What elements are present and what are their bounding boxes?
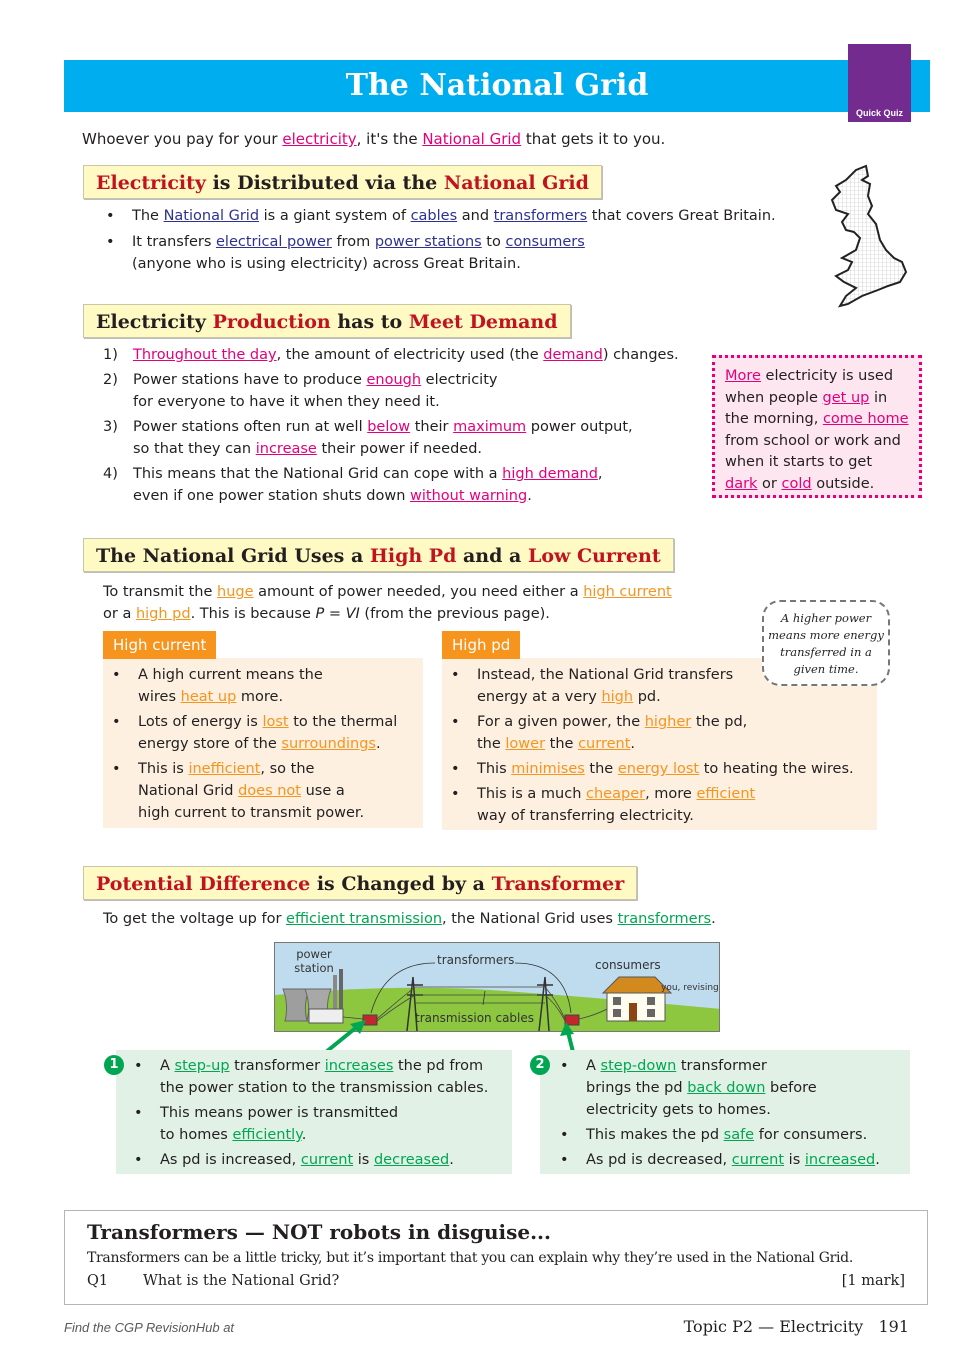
keyword-link[interactable]: heat up [180, 689, 237, 705]
keyword-link[interactable]: increases [324, 1058, 394, 1074]
keyword-link[interactable]: increased [804, 1152, 876, 1168]
heading-part: High Pd [369, 545, 457, 567]
heading-part: Low Current [527, 545, 661, 567]
demand-note-box: More electricity is used when people get up in the morning, come home from school or work and when it starts to get dark or cold outside. [712, 355, 922, 498]
keyword-link[interactable]: National Grid [163, 208, 260, 224]
keyword-link[interactable]: lost [262, 714, 289, 730]
section3-intro: To transmit the huge amount of power needed, you need either a high current or a high pd. This is because P = VI (from the previous page). [103, 584, 672, 622]
quiz-box [64, 1210, 928, 1305]
list-item: • For a given power, the higher the pd, the lower the current. [447, 711, 875, 755]
high-pd-list [447, 664, 875, 827]
keyword-link[interactable]: electrical power [216, 234, 332, 250]
topic-name: Topic P2 — Electricity [683, 1317, 864, 1336]
question-number: Q1 [87, 1273, 109, 1289]
keyword-link[interactable]: come home [822, 411, 909, 427]
quick-quiz-label: Quick Quiz [855, 108, 903, 118]
keyword-link[interactable]: high pd [135, 606, 191, 622]
heading-part: Production [212, 311, 331, 333]
keyword-link[interactable]: Throughout the day [133, 347, 277, 363]
keyword-link[interactable]: decreased [373, 1152, 450, 1168]
intro-text [82, 130, 665, 148]
quiz-title: Transformers — NOT robots in disguise... [87, 1220, 551, 1244]
keyword-link[interactable]: higher [644, 714, 692, 730]
list-item: • This minimises the energy lost to heating the wires. [447, 758, 875, 780]
quiz-text: Transformers can be a little tricky, but it’s important that you can explain why they’re used in the National Grid. [87, 1250, 853, 1266]
heading-part: The National Grid Uses a [96, 545, 370, 567]
keyword-link[interactable]: current [731, 1152, 785, 1168]
heading-part: Potential Difference [96, 873, 311, 895]
list-item: • As pd is decreased, current is increased. [556, 1149, 908, 1171]
keyword-link[interactable]: inefficient [188, 761, 261, 777]
keyword-link[interactable]: get up [822, 389, 870, 406]
heading-part: Electricity [96, 172, 206, 194]
heading-part: has to [330, 311, 409, 333]
list-item: 3) Power stations often run at well below their maximum power output, so that they can increase their power if needed. [103, 419, 633, 457]
label-transmission-cables: transmission cables [415, 1011, 535, 1025]
keyword-link[interactable]: dark [725, 475, 758, 492]
list-item: • Lots of energy is lost to the thermal energy store of the surroundings. [108, 711, 420, 755]
list-item: • This makes the pd safe for consumers. [556, 1124, 908, 1146]
keyword-link[interactable]: high demand [502, 466, 598, 482]
demand-list [103, 344, 703, 510]
list-item: 1) Throughout the day, the amount of electricity used (the demand) changes. [103, 347, 679, 363]
keyword-link[interactable]: lower [505, 736, 546, 752]
keyword-link[interactable]: surroundings [281, 736, 376, 752]
list-item: • A step-down transformer brings the pd back down before electricity gets to homes. [556, 1055, 908, 1121]
heading-part: Electricity [96, 311, 213, 333]
keyword-link[interactable]: step-down [600, 1058, 677, 1074]
list-item: • This is a much cheaper, more efficient way of transferring electricity. [447, 783, 875, 827]
step-up-list [130, 1055, 510, 1171]
keyword-link[interactable]: National Grid [422, 130, 522, 148]
list-item: • A step-up transformer increases the pd from the power station to the transmission cables. [130, 1055, 510, 1099]
keyword-link[interactable]: current [578, 736, 631, 752]
keyword-link[interactable]: below [367, 419, 411, 435]
label-transformers: transformers [437, 953, 515, 967]
keyword-link[interactable]: without warning [410, 488, 528, 504]
heading-part: and a [456, 545, 528, 567]
page-number: 191 [878, 1317, 909, 1336]
section-heading-distributed [83, 165, 602, 199]
quick-quiz-tab[interactable] [848, 44, 911, 122]
keyword-link[interactable]: minimises [511, 761, 585, 777]
list-item: • As pd is increased, current is decreased. [130, 1149, 510, 1171]
keyword-link[interactable]: consumers [505, 234, 585, 250]
step-down-number-badge: 2 [530, 1055, 550, 1075]
keyword-link[interactable]: cheaper [586, 786, 646, 802]
keyword-link[interactable]: safe [723, 1127, 755, 1143]
label-consumers: consumers [595, 958, 661, 972]
keyword-link[interactable]: efficient [696, 786, 756, 802]
label-you-revising: you, revising [661, 983, 719, 993]
keyword-link[interactable]: demand [543, 347, 603, 363]
list-item: • This means power is transmitted to homes efficiently. [130, 1102, 510, 1146]
quiz-question [87, 1269, 905, 1293]
page-title: The National Grid [345, 68, 649, 103]
keyword-link[interactable]: transformers [493, 208, 588, 224]
section-heading-high-pd [83, 538, 674, 572]
keyword-link[interactable]: does not [238, 783, 301, 799]
heading-part: National Grid [443, 172, 589, 194]
speech-bubble: A higher power means more energy transferred in a given time. [762, 600, 890, 686]
section4-intro: To get the voltage up for efficient transmission, the National Grid uses transformers. [103, 911, 716, 927]
keyword-link[interactable]: energy lost [617, 761, 700, 777]
footer-topic [684, 1317, 909, 1336]
question-text: What is the National Grid? [143, 1273, 340, 1289]
arrow-up-icon [326, 1026, 358, 1052]
keyword-link[interactable]: maximum [453, 419, 527, 435]
heading-part: Transformer [491, 873, 625, 895]
keyword-link[interactable]: cables [410, 208, 458, 224]
list-item: 2) Power stations have to produce enough electricity for everyone to have it when they need it. [103, 372, 498, 410]
keyword-link[interactable]: enough [366, 372, 422, 388]
keyword-link[interactable]: huge [217, 584, 254, 600]
high-current-list [108, 664, 420, 824]
keyword-link[interactable]: cold [781, 475, 812, 492]
keyword-link[interactable]: increase [255, 441, 317, 457]
step-up-number-badge: 1 [104, 1055, 124, 1075]
keyword-link[interactable]: electricity [282, 130, 357, 148]
keyword-link[interactable]: high current [583, 584, 672, 600]
question-marks: [1 mark] [841, 1273, 905, 1289]
footer-revisionhub: Find the CGP RevisionHub at [64, 1320, 235, 1335]
list-item: • The National Grid is a giant system of cables and transformers that covers Great Britain. [102, 205, 812, 227]
keyword-link[interactable]: step-up [174, 1058, 230, 1074]
keyword-link[interactable]: efficiently [232, 1127, 302, 1143]
list-item: 4) This means that the National Grid can cope with a high demand, even if one power station shuts down without warning. [103, 466, 603, 504]
keyword-link[interactable]: More [725, 368, 761, 384]
step-down-list [556, 1055, 908, 1171]
keyword-link[interactable]: efficient transmission [286, 911, 443, 927]
formula: P = VI [315, 606, 360, 622]
section1-list [102, 205, 812, 275]
keyword-link[interactable]: back down [687, 1080, 766, 1096]
keyword-link[interactable]: power stations [374, 234, 482, 250]
heading-part: is Changed by a [310, 873, 492, 895]
keyword-link[interactable]: current [300, 1152, 354, 1168]
label-power-station: power station [294, 947, 334, 975]
section-heading-transformer [83, 866, 637, 900]
keyword-link[interactable]: high [601, 689, 634, 705]
great-britain-map-icon [820, 160, 912, 312]
list-item: • Instead, the National Grid transfers energy at a very high pd. [447, 664, 875, 708]
list-item: • This is inefficient, so the National Grid does not use a high current to transmit power. [108, 758, 420, 824]
keyword-link[interactable]: transformers [617, 911, 712, 927]
heading-part: Meet Demand [408, 311, 558, 333]
high-pd-tag: High pd [442, 631, 520, 659]
text: Whoever you pay for your [82, 130, 283, 148]
text: , it's the [356, 130, 423, 148]
list-item: • It transfers electrical power from power stations to consumers (anyone who is using electricity) across Great Britain. [102, 231, 812, 275]
heading-part: is Distributed via the [205, 172, 444, 194]
text: that gets it to you. [521, 130, 666, 148]
high-current-tag: High current [103, 631, 216, 659]
section-heading-demand [83, 304, 571, 338]
list-item: • A high current means the wires heat up more. [108, 664, 420, 708]
